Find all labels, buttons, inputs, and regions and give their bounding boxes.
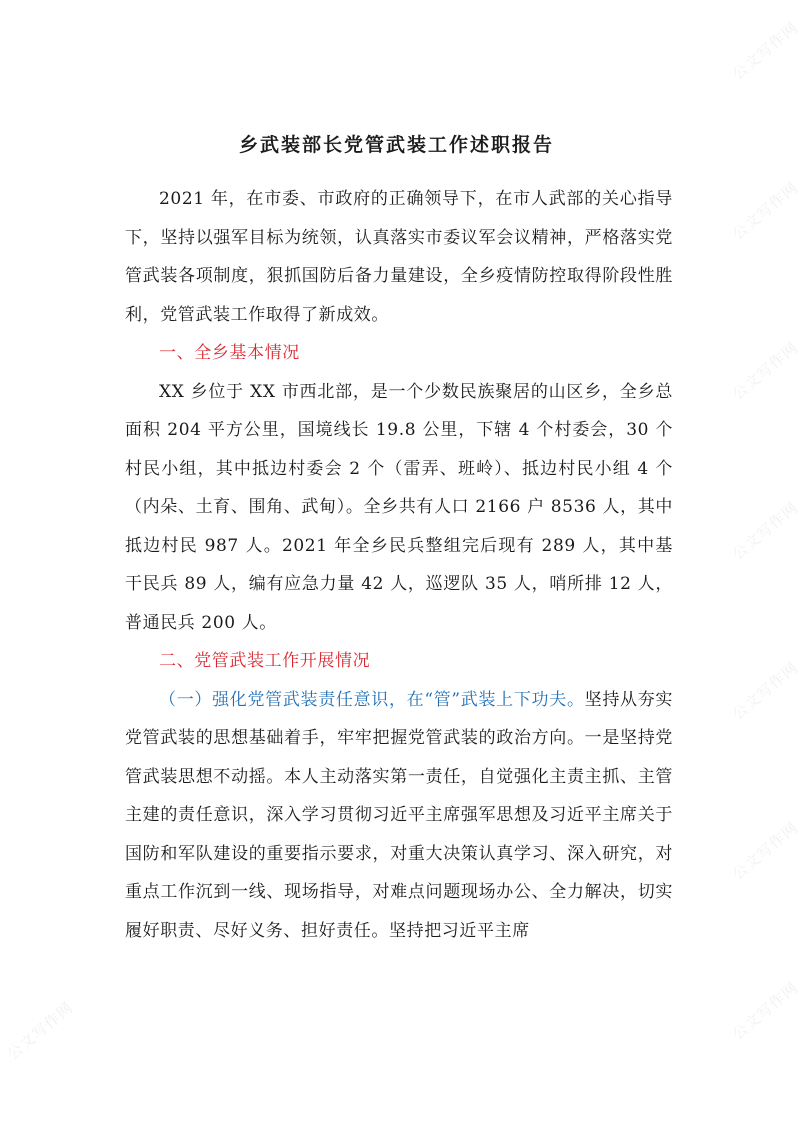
watermark-text: 公文写作网	[728, 658, 802, 724]
section-heading-1: 一、全乡基本情况	[159, 343, 300, 363]
section-heading-2: 二、党管武装工作开展情况	[159, 651, 371, 671]
watermark-text: 公文写作网	[728, 178, 802, 244]
watermark-text: 公文写作网	[728, 498, 802, 564]
subsection-heading-1: （一）强化党管武装责任意识，在“管”武装上下功夫。	[159, 689, 585, 710]
watermark-text: 公文写作网	[728, 338, 802, 404]
watermark-text: 公文写作网	[728, 818, 802, 884]
paragraph-intro: 2021 年，在市委、市政府的正确领导下，在市人武部的关心指导下，坚持以强军目标为统领，认真落实市委议军会议精神，严格落实党管武装各项制度，狠抓国防后备力量建设，全乡疫情防控取得阶段性胜利，党管武装工作取得了新成效。	[125, 189, 673, 325]
document-title: 乡武装部长党管武装工作述职报告	[238, 134, 554, 156]
paragraph-basic-info: XX 乡位于 XX 市西北部，是一个少数民族聚居的山区乡，全乡总面积 204 平方公里，国境线长 19.8 公里，下辖 4 个村委会，30 个村民小组，其中抵边村委会 2 个（雷弄、班岭）、抵边村民小组 4 个（内朵、土育、围角、武甸）。全乡共有人口 2166 户 8536 人，其中抵边村民 987 人。2021 年全乡民兵整组完后现有 289 人，其中基干民兵 89 人，编有应急力量 42 人，巡逻队 35 人，哨所排 12 人，普通民兵 200 人。	[125, 381, 673, 633]
paragraph-subsection-1	[125, 681, 673, 951]
document-body	[125, 180, 673, 950]
watermark-text: 公文写作网	[3, 998, 77, 1064]
subsection-text-1: 坚持从夯实党管武装的思想基础着手，牢牢把握党管武装的政治方向。一是坚持党管武装思想不动摇。本人主动落实第一责任，自觉强化主责主抓、主管主建的责任意识，深入学习贯彻习近平主席强军思想及习近平主席关于国防和军队建设的重要指示要求，对重大决策认真学习、深入研究，对重点工作沉到一线、现场指导，对难点问题现场办公、全力解决，切实履好职责、尽好义务、担好责任。坚持把习近平主席	[125, 689, 674, 941]
watermark-text: 公文写作网	[728, 978, 802, 1044]
watermark-text: 公文写作网	[728, 18, 802, 84]
